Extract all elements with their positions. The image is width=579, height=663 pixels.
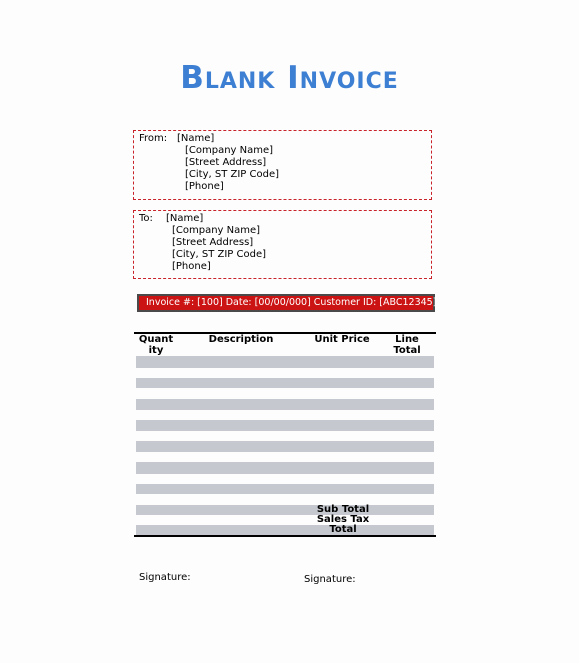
header-quantity-line1: Quant [138, 334, 174, 345]
to-label: To: [139, 213, 153, 224]
table-row [136, 525, 434, 535]
to-address-box [133, 210, 432, 279]
from-city: [City, ST ZIP Code] [185, 169, 280, 180]
table-row [136, 484, 434, 494]
header-line-total-line2: Total [393, 345, 421, 356]
table-row [136, 505, 434, 515]
to-street: [Street Address] [172, 237, 254, 248]
invoice-info-bar: Invoice #: [100] Date: [00/00/000] Customer ID: [ABC12345] [137, 294, 435, 312]
table-row [136, 420, 434, 431]
header-line-total [384, 334, 430, 356]
table-row [136, 378, 434, 388]
from-label: From: [139, 133, 168, 144]
from-name: [Name] [177, 133, 215, 144]
from-address-box [133, 130, 432, 200]
header-quantity [134, 334, 178, 356]
table-row [136, 356, 434, 368]
table-row [136, 399, 434, 410]
table-row [136, 462, 434, 474]
from-street: [Street Address] [185, 157, 267, 168]
signature-right-label: Signature: [304, 574, 356, 585]
signature-left-label: Signature: [139, 572, 191, 583]
table-bottom-rule [134, 535, 436, 537]
from-phone: [Phone] [185, 181, 224, 192]
header-line-total-line1: Line [395, 334, 419, 345]
sales-tax-label: Sales Tax [316, 514, 370, 525]
table-row [136, 441, 434, 452]
header-unit-price: Unit Price [314, 334, 370, 345]
sub-total-label: Sub Total [316, 504, 370, 515]
to-company: [Company Name] [172, 225, 261, 236]
page-title: Blank Invoice [180, 60, 399, 96]
to-name: [Name] [166, 213, 204, 224]
from-company: [Company Name] [185, 145, 274, 156]
total-label: Total [329, 524, 357, 535]
header-description: Description [208, 334, 274, 345]
to-phone: [Phone] [172, 261, 211, 272]
to-city: [City, ST ZIP Code] [172, 249, 267, 260]
header-quantity-line2: ity [148, 345, 164, 356]
